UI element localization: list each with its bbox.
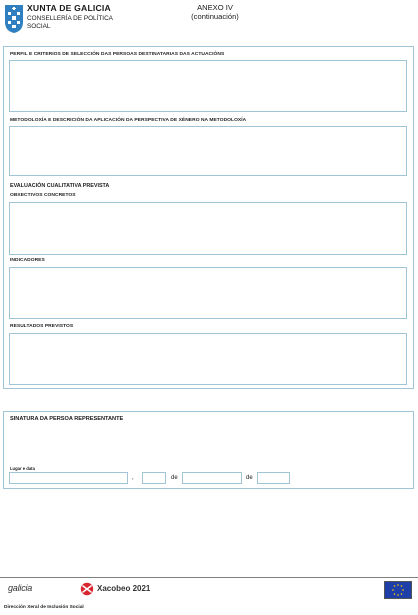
annex-heading: [160, 3, 270, 21]
de-separator-2: de: [246, 475, 253, 481]
footer-divider: [0, 577, 418, 578]
methodology-field[interactable]: [9, 126, 407, 176]
profile-field[interactable]: [9, 60, 407, 112]
org-title: XUNTA DE GALICIA: [27, 3, 111, 13]
department-name: Dirección Xeral de Inclusión Social: [4, 605, 84, 610]
org-subtitle-line-1: CONSELLERÍA DE POLÍTICA: [27, 15, 113, 22]
month-field[interactable]: [182, 472, 242, 484]
comma-separator: ,: [132, 475, 134, 481]
galicia-logo: [8, 583, 32, 593]
place-date-label: Lugar e data: [10, 466, 35, 471]
objectives-field[interactable]: [9, 202, 407, 255]
eu-stars-icon: [385, 582, 411, 598]
org-subtitle: [27, 15, 137, 31]
annex-title: ANEXO IV: [197, 3, 233, 12]
place-field[interactable]: [9, 472, 128, 484]
annex-subtitle: (continuación): [191, 12, 239, 21]
section-methodology-label: METODOLOXÍA E DESCRICIÓN DA APLICACIÓN DA PERSPECTIVA DE XÉNERO NA METODOLOXÍA: [10, 118, 247, 123]
section-indicators-label: INDICADORES: [10, 258, 45, 263]
indicators-field[interactable]: [9, 267, 407, 319]
day-field[interactable]: [142, 472, 166, 484]
xacobeo-logo-text: Xacobeo 2021: [97, 584, 151, 593]
xacobeo-icon: [80, 582, 94, 596]
results-field[interactable]: [9, 333, 407, 385]
xunta-coat-of-arms-icon: [4, 4, 24, 34]
signature-title: SINATURA DA PERSOA REPRESENTANTE: [10, 416, 124, 422]
year-field[interactable]: [257, 472, 290, 484]
section-results-label: RESULTADOS PREVISTOS: [10, 324, 74, 329]
de-separator-1: de: [171, 475, 178, 481]
section-evaluation-label: EVALUACIÓN CUALITATIVA PREVISTA: [10, 183, 110, 189]
eu-flag-icon: [384, 581, 412, 599]
org-subtitle-line-2: SOCIAL: [27, 23, 51, 30]
galicia-logo-text: galicia: [8, 583, 33, 593]
section-objectives-label: OBXECTIVOS CONCRETOS: [10, 193, 76, 198]
section-profile-label: PERFIL E CRITERIOS DE SELECCIÓN DAS PERSOAS DESTINATARIAS DAS ACTUACIÓNS: [10, 52, 225, 57]
